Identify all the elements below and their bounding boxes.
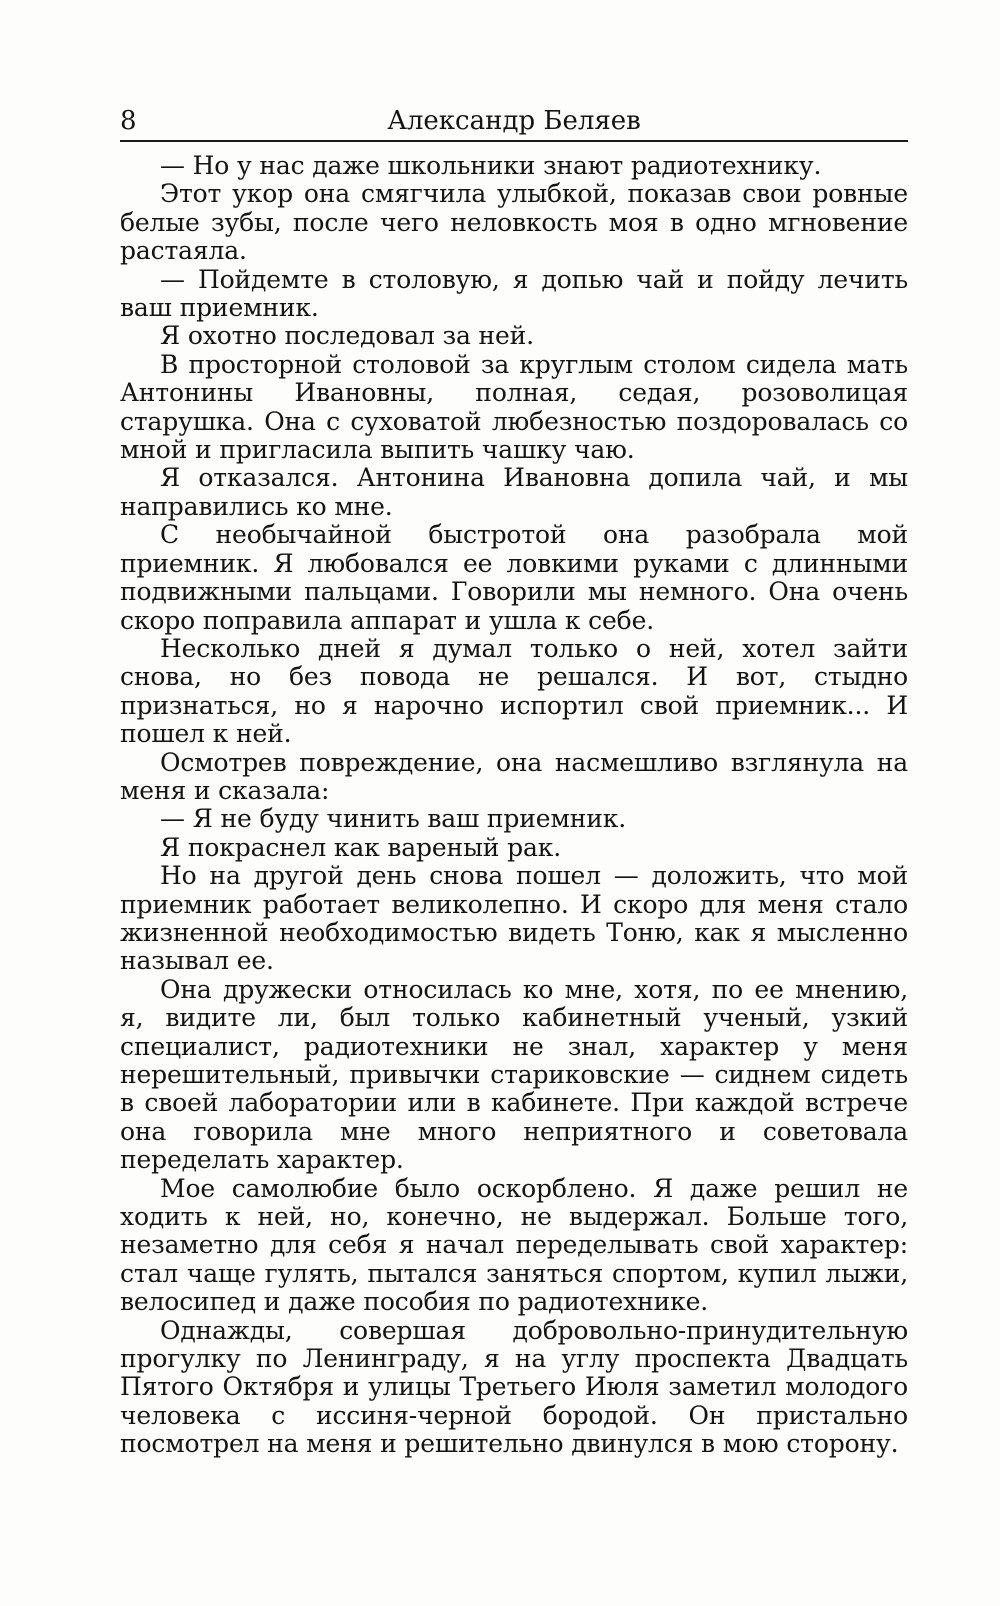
paragraph-7: С необычайной быстротой она разобрала мой приемник. Я любовался ее ловкими руками с длинными подвижными пальцами. Говорили мы немного. Она очень скоро поправила аппарат и ушла к себе. (120, 520, 908, 635)
body-text (120, 152, 908, 1459)
paragraph-15: Однажды, совершая добровольно-принудительную прогулку по Ленинграду, я на углу проспекта Двадцать Пятого Октября и улицы Третьего Июля заметил молодого человека с иссиня-черной бородой. Он пристально посмотрел на меня и решительно двинулся в мою сторону. (120, 1315, 908, 1459)
paragraph-10: — Я не буду чинить ваш приемник. (160, 804, 627, 834)
paragraph-14: Мое самолюбие было оскорблено. Я даже решил не ходить к ней, но, конечно, не выдержал. Больше того, незаметно для себя я начал переделывать свой характер: стал чаще гулять, пытался заняться спортом, купил лыжи, велосипед и даже пособия по радиотехнике. (120, 1173, 908, 1317)
paragraph-12: Но на другой день снова пошел — доложить, что мой приемник работает великолепно. И скоро для меня стало жизненной необходимостью видеть Тоню, как я мысленно называл ее. (120, 861, 908, 976)
paragraph-2: Этот укор она смягчила улыбкой, показав свои ровные белые зубы, после чего неловкость моя в одно мгновение растаяла. (120, 179, 908, 266)
paragraph-9: Осмотрев повреждение, она насмешливо взглянула на меня и сказала: (120, 747, 908, 805)
paragraph-11: Я покраснел как вареный рак. (160, 832, 562, 862)
paragraph-3: — Пойдемте в столовую, я допью чай и пойду лечить ваш приемник. (120, 264, 908, 323)
paragraph-5: В просторной столовой за круглым столом сидела мать Антонины Ивановны, полная, седая, розоволицая старушка. Она с суховатой любезностью поздоровалась со мной и пригласила выпить чашку чаю. (120, 349, 908, 465)
running-head (120, 104, 908, 142)
paragraph-4: Я охотно последовал за ней. (160, 321, 534, 351)
book-author: Александр Беляев (387, 106, 641, 136)
paragraph-1: — Но у нас даже школьники знают радиотехнику. (160, 151, 822, 180)
paragraph-8: Несколько дней я думал только о ней, хотел зайти снова, но без повода не решался. И вот, стыдно признаться, но я нарочно испортил свой приемник... И пошел к ней. (120, 633, 908, 749)
paragraph-6: Я отказался. Антонина Ивановна допила чай, и мы направились ко мне. (120, 463, 908, 521)
page-number: 8 (120, 106, 137, 136)
paragraph-13: Она дружески относилась ко мне, хотя, по ее мнению, я, видите ли, был только кабинетный ученый, узкий специалист, радиотехники не знал, характер у меня нерешительный, привычки стариковские — сиднем сидеть в своей лаборатории или в кабинете. При каждой встрече она говорила мне много неприятного и советовала переделать характер. (120, 974, 908, 1175)
